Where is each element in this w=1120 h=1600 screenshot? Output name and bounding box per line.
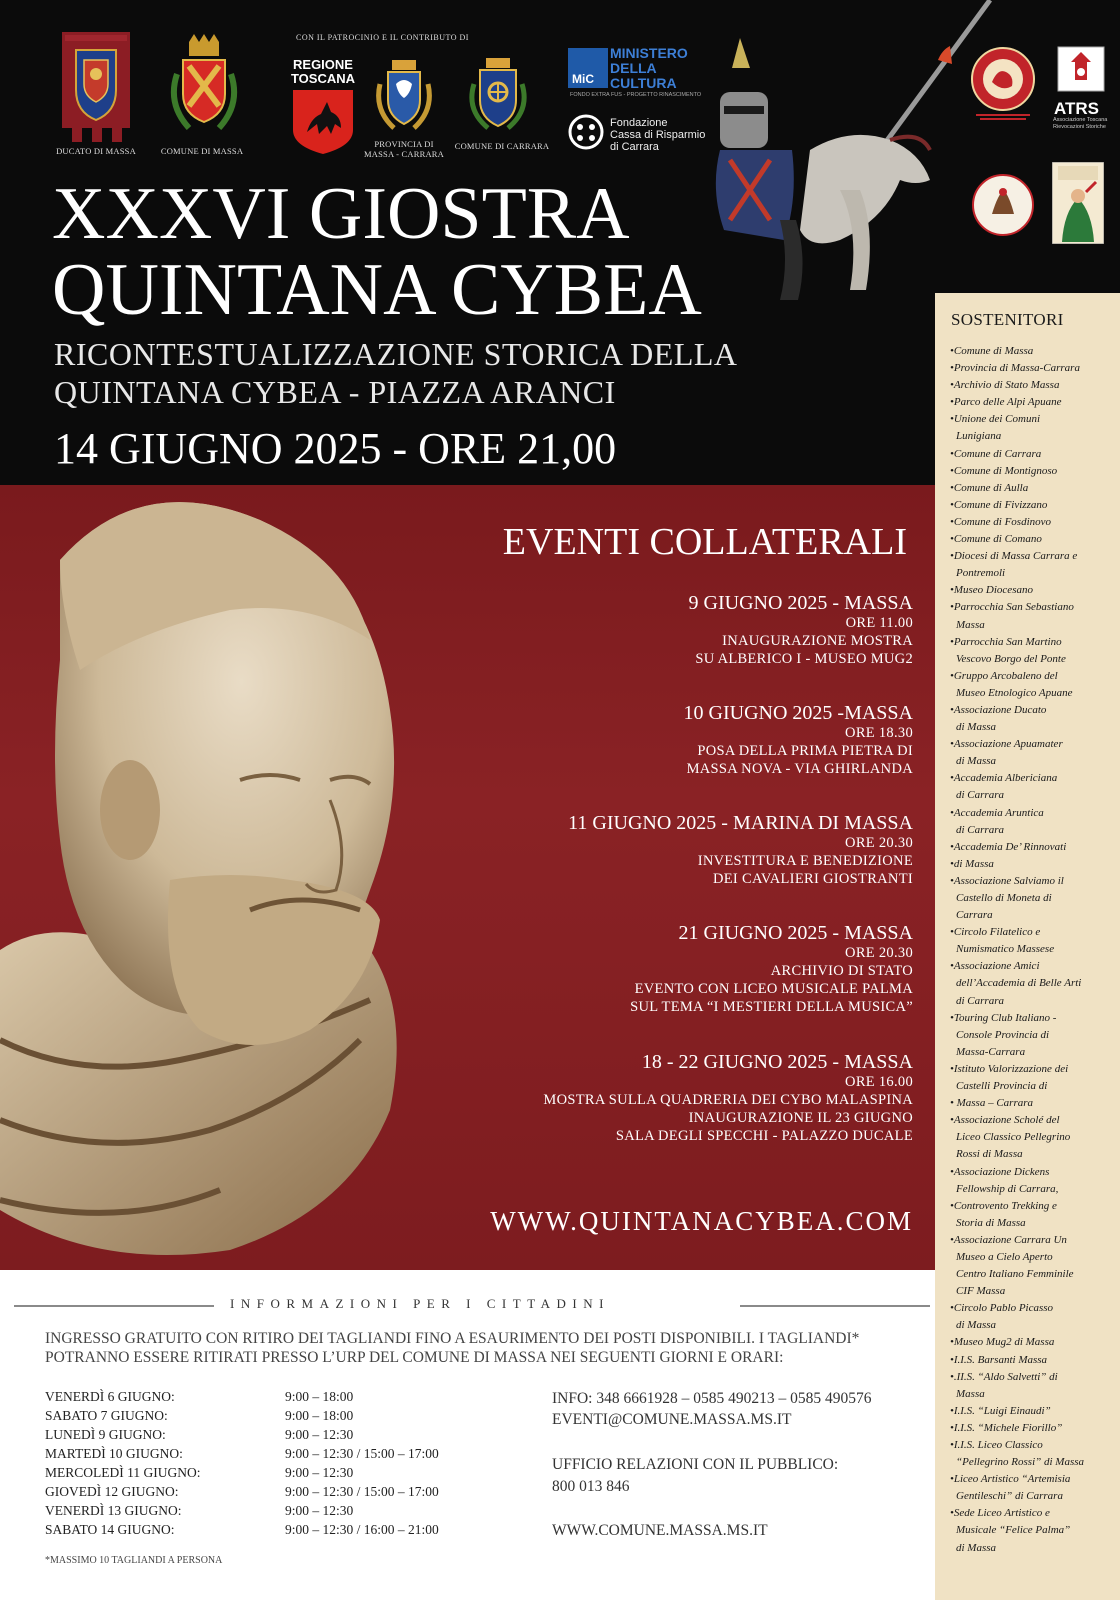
sostenitore-item: •Associazione Dickens xyxy=(950,1165,1050,1178)
sostenitore-item: Liceo Classico Pellegrino xyxy=(956,1131,1071,1144)
event-time: ORE 11.00 xyxy=(845,615,913,631)
sostenitore-item: •Circolo Filatelico e xyxy=(950,926,1041,939)
info-text-line: INGRESSO GRATUITO CON RITIRO DEI TAGLIANDI FINO A ESAURIMENTO DEI POSTI DISPONIBILI. I TAGLIANDI* xyxy=(45,1330,860,1347)
fondazione-logo-icon xyxy=(568,114,604,150)
event-item xyxy=(393,1051,913,1145)
schedule-day: VENERDÌ 13 GIUGNO: xyxy=(45,1503,182,1518)
sostenitore-item: Museo Etnologico Apuane xyxy=(956,686,1073,699)
sostenitore-item: •Controvento Trekking e xyxy=(950,1199,1057,1212)
provincia-caption-1: PROVINCIA DI xyxy=(374,139,434,149)
mic-logo xyxy=(568,48,608,88)
event-description-line: SALA DEGLI SPECCHI - PALAZZO DUCALE xyxy=(615,1128,913,1144)
sostenitore-item: Massa xyxy=(956,1387,985,1400)
event-item xyxy=(393,812,913,888)
sostenitore-item: •Associazione Apuamater xyxy=(950,738,1063,751)
event-description-line: SUL TEMA “I MESTIERI DELLA MUSICA” xyxy=(630,999,913,1015)
schedule-day: GIOVEDÌ 12 GIUGNO: xyxy=(45,1484,179,1499)
schedule-day: VENERDÌ 6 GIUGNO: xyxy=(45,1389,175,1404)
sostenitore-item: • Massa – Carrara xyxy=(950,1097,1034,1110)
event-description-line: SU ALBERICO I - MUSEO MUG2 xyxy=(695,651,913,667)
event-description-line: DEI CAVALIERI GIOSTRANTI xyxy=(713,871,913,887)
subtitle-line-1: RICONTESTUALIZZAZIONE STORICA DELLA xyxy=(54,336,738,372)
sostenitore-item: Console Provincia di xyxy=(956,1028,1050,1041)
event-description-line: MOSTRA SULLA QUADRERIA DEI CYBO MALASPINA xyxy=(543,1092,913,1108)
atrs-subtitle-1: Associazione Toscana xyxy=(1053,117,1108,123)
regione-pegasus-icon xyxy=(293,90,353,154)
sostenitore-item: di Carrara xyxy=(956,789,1004,802)
ducato-banner-logo xyxy=(62,32,130,142)
urp-number: 800 013 846 xyxy=(552,1478,630,1495)
sostenitore-item: •Touring Club Italiano - xyxy=(950,1011,1057,1024)
sostenitore-item: •di Massa xyxy=(950,857,994,870)
sostenitore-item: di Carrara xyxy=(956,823,1004,836)
event-date-heading: 9 GIUGNO 2025 - MASSA xyxy=(688,592,913,614)
schedule-time: 9:00 – 12:30 / 15:00 – 17:00 xyxy=(285,1446,439,1461)
event-description-line: EVENTO CON LICEO MUSICALE PALMA xyxy=(634,981,913,997)
main-title-line-1: XXXVI GIOSTRA xyxy=(52,173,630,255)
regione-label-1: REGIONE xyxy=(293,57,353,72)
event-date-heading: 18 - 22 GIUGNO 2025 - MASSA xyxy=(641,1051,913,1073)
sostenitore-item: di Massa xyxy=(956,1319,997,1332)
sostenitore-item: •Associazione Carrara Un xyxy=(950,1233,1067,1246)
sostenitore-item: •Associazione Amici xyxy=(950,960,1040,973)
comune-website-link[interactable]: WWW.COMUNE.MASSA.MS.IT xyxy=(552,1522,768,1539)
sostenitore-item: Storia di Massa xyxy=(956,1216,1026,1229)
sostenitore-item: •Museo Mug2 di Massa xyxy=(950,1336,1055,1349)
schedule-day: MARTEDÌ 10 GIUGNO: xyxy=(45,1446,183,1461)
event-time: ORE 20.30 xyxy=(845,835,913,851)
sostenitore-item: •Accademia Aruntica xyxy=(950,806,1044,819)
event-date-heading: 11 GIUGNO 2025 - MARINA DI MASSA xyxy=(568,812,913,834)
patrocinio-label: CON IL PATROCINIO E IL CONTRIBUTO DI xyxy=(296,33,469,42)
sostenitore-item: •Comune di Massa xyxy=(950,345,1034,357)
event-description-line: POSA DELLA PRIMA PIETRA DI xyxy=(697,743,913,759)
regione-label-2: TOSCANA xyxy=(290,71,356,86)
event-description-line: INAUGURAZIONE MOSTRA xyxy=(722,633,913,649)
provincia-crest xyxy=(374,54,434,138)
schedule-time: 9:00 – 12:30 / 16:00 – 21:00 xyxy=(285,1522,439,1537)
sostenitore-item: •Liceo Artistico “Artemisia xyxy=(950,1473,1071,1486)
sostenitori-title: SOSTENITORI xyxy=(951,310,1064,329)
regione-toscana-logo xyxy=(290,58,356,86)
schedule-time: 9:00 – 18:00 xyxy=(285,1408,354,1423)
provincia-caption-2: MASSA - CARRARA xyxy=(364,149,444,159)
contact-phone-info: INFO: 348 6661928 – 0585 490213 – 0585 490576 xyxy=(552,1390,872,1407)
sostenitore-item: Carrara xyxy=(956,909,993,922)
schedule-day: MERCOLEDÌ 11 GIUGNO: xyxy=(45,1465,201,1480)
fondazione-line-2: Cassa di Risparmio xyxy=(610,129,706,141)
sostenitore-item: •Sede Liceo Artistico e xyxy=(950,1507,1050,1520)
sostenitore-item: di Massa xyxy=(956,755,997,768)
sostenitore-item: •Comune di Aulla xyxy=(950,481,1029,494)
sostenitore-item: •Comune di Fivizzano xyxy=(950,498,1048,511)
sostenitore-item: Lunigiana xyxy=(956,430,1002,443)
schedule-time: 9:00 – 12:30 xyxy=(285,1427,354,1442)
sostenitore-item: Musicale “Felice Palma” xyxy=(956,1524,1071,1537)
subtitle-line-2: QUINTANA CYBEA - PIAZZA ARANCI xyxy=(54,374,616,410)
atrs-subtitle-2: Rievocazioni Storiche xyxy=(1053,124,1106,130)
comune-carrara-caption: COMUNE DI CARRARA xyxy=(454,141,550,151)
event-description-line: ARCHIVIO DI STATO xyxy=(770,963,913,979)
event-time: ORE 16.00 xyxy=(845,1074,913,1090)
provincia-caption xyxy=(356,139,452,159)
sostenitore-item: •Museo Diocesano xyxy=(950,584,1033,597)
sostenitore-item: •Accademia Albericiana xyxy=(950,772,1058,785)
urp-label: UFFICIO RELAZIONI CON IL PUBBLICO: xyxy=(552,1456,839,1473)
sostenitore-item: Fellowship di Carrara, xyxy=(956,1182,1059,1195)
sostenitore-item: •Circolo Pablo Picasso xyxy=(950,1302,1054,1315)
sostenitore-item: •Comune di Comano xyxy=(950,533,1042,546)
info-paragraph xyxy=(45,1329,915,1367)
fondazione-line-1: Fondazione xyxy=(610,117,668,129)
sostenitore-item: •Gruppo Arcobaleno del xyxy=(950,669,1058,682)
schedule-time: 9:00 – 12:30 xyxy=(285,1503,354,1518)
event-description-line: INVESTITURA E BENEDIZIONE xyxy=(697,853,913,869)
sostenitore-item: CIF Massa xyxy=(956,1285,1006,1298)
sostenitore-item: •Unione dei Comuni xyxy=(950,413,1041,426)
sostenitore-item: Massa xyxy=(956,618,985,631)
event-item xyxy=(393,922,913,1016)
info-divider-left xyxy=(14,1305,214,1307)
ministero-subtitle: FONDO EXTRA FUS - PROGETTO RINASCIMENTO xyxy=(570,92,702,98)
sostenitore-item: •Diocesi di Massa Carrara e xyxy=(950,550,1078,563)
mic-label: MiC xyxy=(572,72,594,86)
schedule-day: SABATO 7 GIUGNO: xyxy=(45,1408,168,1423)
schedule-time: 9:00 – 12:30 xyxy=(285,1465,354,1480)
event-time: ORE 20.30 xyxy=(845,945,913,961)
ministero-line-2: DELLA xyxy=(610,60,657,76)
sostenitore-item: •Parco delle Alpi Apuane xyxy=(950,396,1062,409)
ducato-caption: DUCATO DI MASSA xyxy=(56,146,136,156)
sostenitore-item: dell’Accademia di Belle Arti xyxy=(956,977,1082,990)
eventi-collaterali-title: EVENTI COLLATERALI xyxy=(502,521,907,563)
ministero-name xyxy=(610,46,688,91)
sostenitore-item: Rossi di Massa xyxy=(956,1148,1023,1161)
comune-carrara-crest xyxy=(466,54,530,136)
sostenitore-item: •I.I.S. “Michele Fiorillo” xyxy=(950,1421,1063,1434)
sostenitore-item: di Carrara xyxy=(956,994,1004,1007)
sostenitore-item: “Pellegrino Rossi” di Massa xyxy=(956,1456,1085,1469)
schedule-day: LUNEDÌ 9 GIUGNO: xyxy=(45,1427,166,1442)
ministero-line-3: CULTURA xyxy=(610,75,677,91)
event-date-heading: 21 GIUGNO 2025 - MASSA xyxy=(678,922,913,944)
fondazione-line-3: di Carrara xyxy=(610,141,659,153)
main-event-date: 14 GIUGNO 2025 - ORE 21,00 xyxy=(54,424,617,473)
event-date-heading: 10 GIUGNO 2025 -MASSA xyxy=(683,702,913,724)
info-title: INFORMAZIONI PER I CITTADINI xyxy=(230,1296,610,1311)
sostenitore-item: Massa-Carrara xyxy=(956,1045,1026,1058)
sostenitore-item: •.II.S. “Aldo Salvetti” di xyxy=(950,1370,1058,1383)
contact-email-link[interactable]: EVENTI@COMUNE.MASSA.MS.IT xyxy=(552,1411,792,1428)
sostenitore-item: Gentileschi” di Carrara xyxy=(956,1490,1063,1503)
marble-bust-image xyxy=(0,480,430,1270)
sostenitore-item: •Associazione Salviamo il xyxy=(950,874,1064,887)
main-title-line-2: QUINTANA CYBEA xyxy=(52,249,702,331)
event-description-line: INAUGURAZIONE IL 23 GIUGNO xyxy=(688,1110,913,1126)
sostenitore-item: •Associazione Scholé del xyxy=(950,1114,1060,1127)
sostenitore-item: •Istituto Valorizzazione dei xyxy=(950,1062,1069,1075)
sostenitore-item: Castelli Provincia di xyxy=(956,1080,1048,1093)
sostenitore-item: Museo a Cielo Aperto xyxy=(956,1250,1053,1263)
sostenitore-item: •Comune di Montignoso xyxy=(950,464,1058,477)
knight-on-horse-image xyxy=(690,0,1110,300)
schedule-time: 9:00 – 12:30 / 15:00 – 17:00 xyxy=(285,1484,439,1499)
comune-massa-caption: COMUNE DI MASSA xyxy=(160,146,244,156)
info-divider-right xyxy=(740,1305,930,1307)
event-item xyxy=(393,702,913,778)
event-time: ORE 18.30 xyxy=(845,725,913,741)
sostenitore-item: Castello di Moneta di xyxy=(956,892,1052,904)
comune-massa-crest xyxy=(163,34,245,138)
sostenitore-item: Numismatico Massese xyxy=(956,943,1055,956)
info-text-line: POTRANNO ESSERE RITIRATI PRESSO L’URP DEL COMUNE DI MASSA NEI SEGUENTI GIORNI E ORARI: xyxy=(45,1349,784,1366)
sostenitore-item: di Massa xyxy=(956,1541,997,1554)
sostenitore-item: •Comune di Carrara xyxy=(950,447,1042,460)
atrs-label: ATRS xyxy=(1054,99,1100,118)
event-description-line: MASSA NOVA - VIA GHIRLANDA xyxy=(686,761,913,777)
sostenitore-item: •Comune di Fosdinovo xyxy=(950,515,1052,528)
footnote: *MASSIMO 10 TAGLIANDI A PERSONA xyxy=(45,1555,223,1566)
quintana-website-link[interactable]: WWW.QUINTANACYBEA.COM xyxy=(490,1206,913,1236)
sostenitore-item: Centro Italiano Femminile xyxy=(956,1268,1074,1281)
sostenitore-item: •Accademia De’ Rinnovati xyxy=(950,840,1067,853)
sostenitore-item: Pontremoli xyxy=(956,567,1006,580)
sostenitore-item: Vescovo Borgo del Ponte xyxy=(956,652,1066,665)
sostenitore-item: •Parrocchia San Martino xyxy=(950,635,1062,648)
sostenitore-item: •I.I.S. Liceo Classico xyxy=(950,1439,1043,1451)
sostenitore-item: •Provincia di Massa-Carrara xyxy=(950,362,1080,375)
sostenitore-item: di Massa xyxy=(956,721,997,734)
sostenitore-item: •I.I.S. Barsanti Massa xyxy=(950,1353,1048,1366)
sostenitore-item: •Parrocchia San Sebastiano xyxy=(950,601,1074,614)
ministero-line-1: MINISTERO xyxy=(610,45,688,61)
sostenitore-item: •I.I.S. “Luigi Einaudi” xyxy=(950,1404,1051,1417)
schedule-day: SABATO 14 GIUGNO: xyxy=(45,1522,175,1537)
sostenitore-item: •Archivio di Stato Massa xyxy=(950,379,1060,392)
event-item xyxy=(393,592,913,668)
sostenitori-list xyxy=(950,343,1115,1557)
sostenitore-item: •Associazione Ducato xyxy=(950,703,1047,716)
schedule-time: 9:00 – 18:00 xyxy=(285,1389,354,1404)
